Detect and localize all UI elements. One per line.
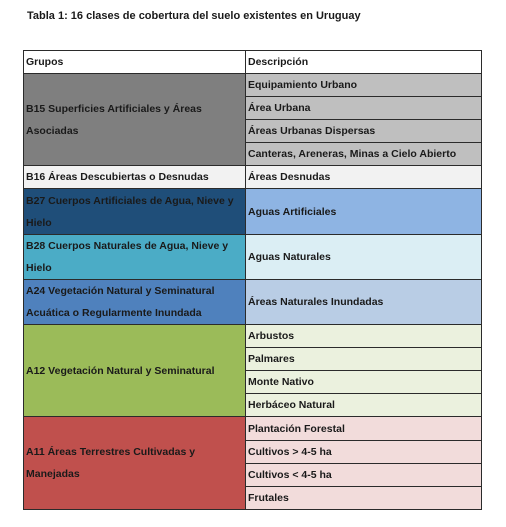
description-cell: Áreas Naturales Inundadas (246, 279, 482, 324)
group-cell: A24 Vegetación Natural y Seminatural Acuática o Regularmente Inundada (24, 279, 246, 324)
group-cell: A12 Vegetación Natural y Seminatural (24, 325, 246, 417)
description-cell: Equipamiento Urbano (246, 74, 482, 97)
table-row (24, 234, 482, 279)
table-row (24, 325, 482, 348)
group-cell: B16 Áreas Descubiertas o Desnudas (24, 166, 246, 189)
description-cell: Aguas Naturales (246, 234, 482, 279)
group-cell: B27 Cuerpos Artificiales de Agua, Nieve y Hielo (24, 189, 246, 234)
header-description: Descripción (246, 51, 482, 74)
header-groups: Grupos (24, 51, 246, 74)
table-row (24, 166, 482, 189)
table-caption: Tabla 1: 16 clases de cobertura del suelo existentes en Uruguay (27, 10, 361, 22)
group-cell: B15 Superficies Artificiales y Áreas Asociadas (24, 74, 246, 166)
description-cell: Monte Nativo (246, 371, 482, 394)
table-row (24, 189, 482, 234)
table-row (24, 279, 482, 324)
description-cell: Cultivos > 4-5 ha (246, 440, 482, 463)
header-row (24, 51, 482, 74)
description-cell: Plantación Forestal (246, 417, 482, 440)
description-cell: Área Urbana (246, 97, 482, 120)
description-cell: Aguas Artificiales (246, 189, 482, 234)
description-cell: Áreas Urbanas Dispersas (246, 120, 482, 143)
description-cell: Canteras, Areneras, Minas a Cielo Abierto (246, 143, 482, 166)
group-cell: B28 Cuerpos Naturales de Agua, Nieve y Hielo (24, 234, 246, 279)
table-row (24, 74, 482, 97)
table-row (24, 417, 482, 440)
description-cell: Áreas Desnudas (246, 166, 482, 189)
table-body (24, 74, 482, 510)
description-cell: Herbáceo Natural (246, 394, 482, 417)
group-cell: A11 Áreas Terrestres Cultivadas y Manejadas (24, 417, 246, 510)
description-cell: Frutales (246, 486, 482, 509)
description-cell: Arbustos (246, 325, 482, 348)
description-cell: Cultivos < 4-5 ha (246, 463, 482, 486)
land-cover-table (23, 50, 482, 510)
description-cell: Palmares (246, 348, 482, 371)
